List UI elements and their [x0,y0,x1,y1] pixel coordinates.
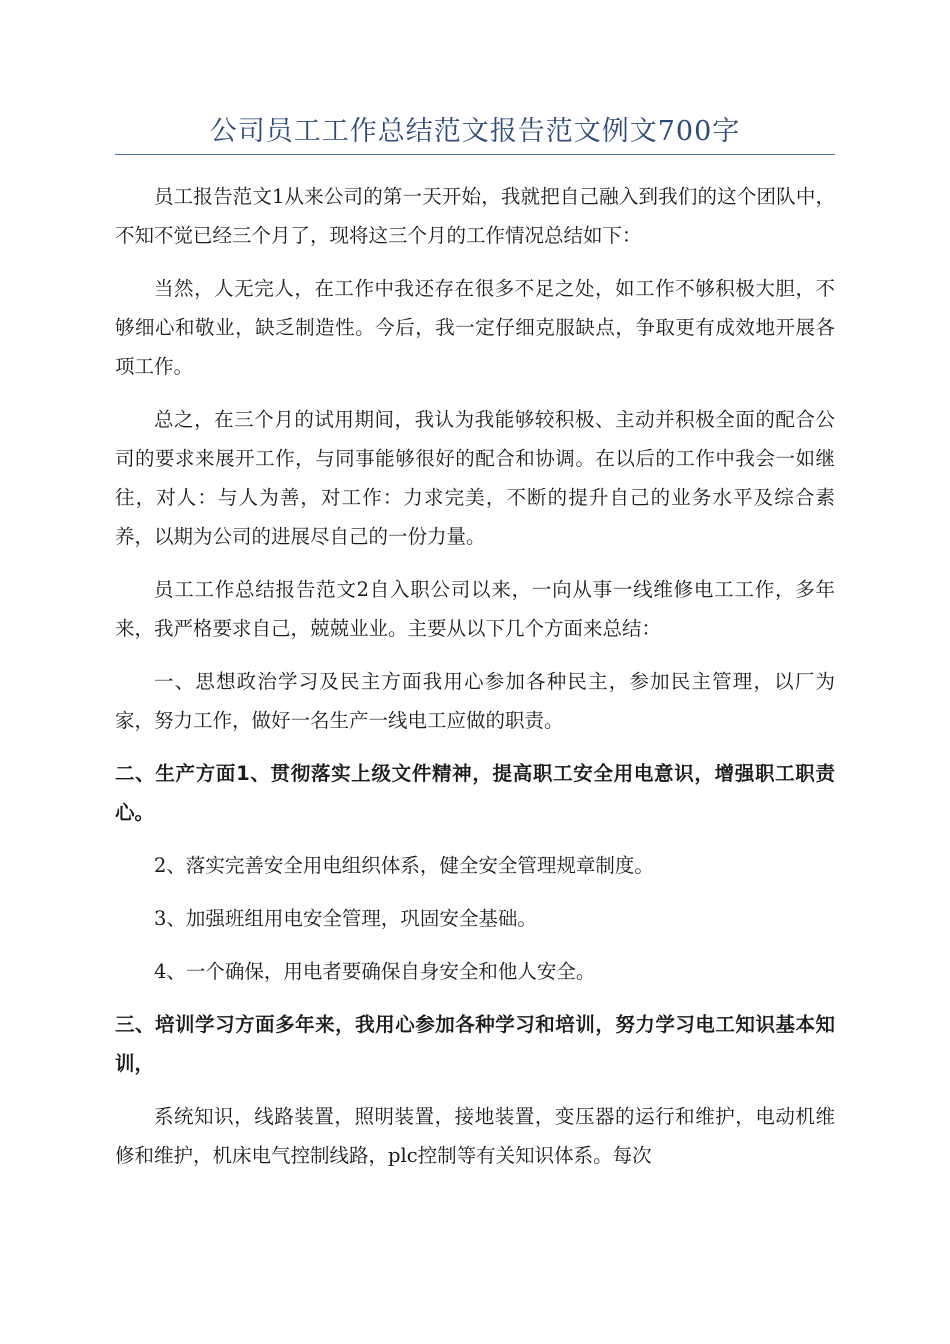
paragraph-9: 4、一个确保，用电者要确保自身安全和他人安全。 [154,960,596,983]
paragraph-8: 3、加强班组用电安全管理，巩固安全基础。 [154,907,537,930]
title-underline [115,154,835,155]
section-heading-production: 二、生产方面1、贯彻落实上级文件精神，提高职工安全用电意识，增强职工职责心。 [115,762,835,824]
paragraph-7: 2、落实完善安全用电组织体系，健全安全管理规章制度。 [154,854,654,877]
paragraph-11: 系统知识，线路装置，照明装置，接地装置，变压器的运行和维护，电动机维修和维护，机床电气控制线路，plc控制等有关知识体系。每次 [115,1105,835,1167]
paragraph-2: 当然，人无完人，在工作中我还存在很多不足之处，如工作不够积极大胆，不够细心和敬业，缺乏制造性。今后，我一定仔细克服缺点，争取更有成效地开展各项工作。 [115,277,835,378]
section-heading-training: 三、培训学习方面多年来，我用心参加各种学习和培训，努力学习电工知识基本知训， [115,1013,835,1075]
paragraph-5: 一、思想政治学习及民主方面我用心参加各种民主，参加民主管理，以厂为家，努力工作，做好一名生产一线电工应做的职责。 [115,670,835,732]
document-body [115,177,835,1189]
paragraph-1: 员工报告范文1从来公司的第一天开始，我就把自己融入到我们的这个团队中，不知不觉已经三个月了，现将这三个月的工作情况总结如下： [115,185,835,247]
paragraph-3: 总之，在三个月的试用期间，我认为我能够较积极、主动并积极全面的配合公司的要求来展开工作，与同事能够很好的配合和协调。在以后的工作中我会一如继往，对人：与人为善，对工作：力求完美，不断的提升自己的业务水平及综合素养，以期为公司的进展尽自己的一份力量。 [115,408,835,548]
paragraph-4: 员工工作总结报告范文2自入职公司以来，一向从事一线维修电工工作，多年来，我严格要求自己，兢兢业业。主要从以下几个方面来总结： [115,578,835,640]
document-title: 公司员工工作总结范文报告范文例文700字 [209,116,741,147]
